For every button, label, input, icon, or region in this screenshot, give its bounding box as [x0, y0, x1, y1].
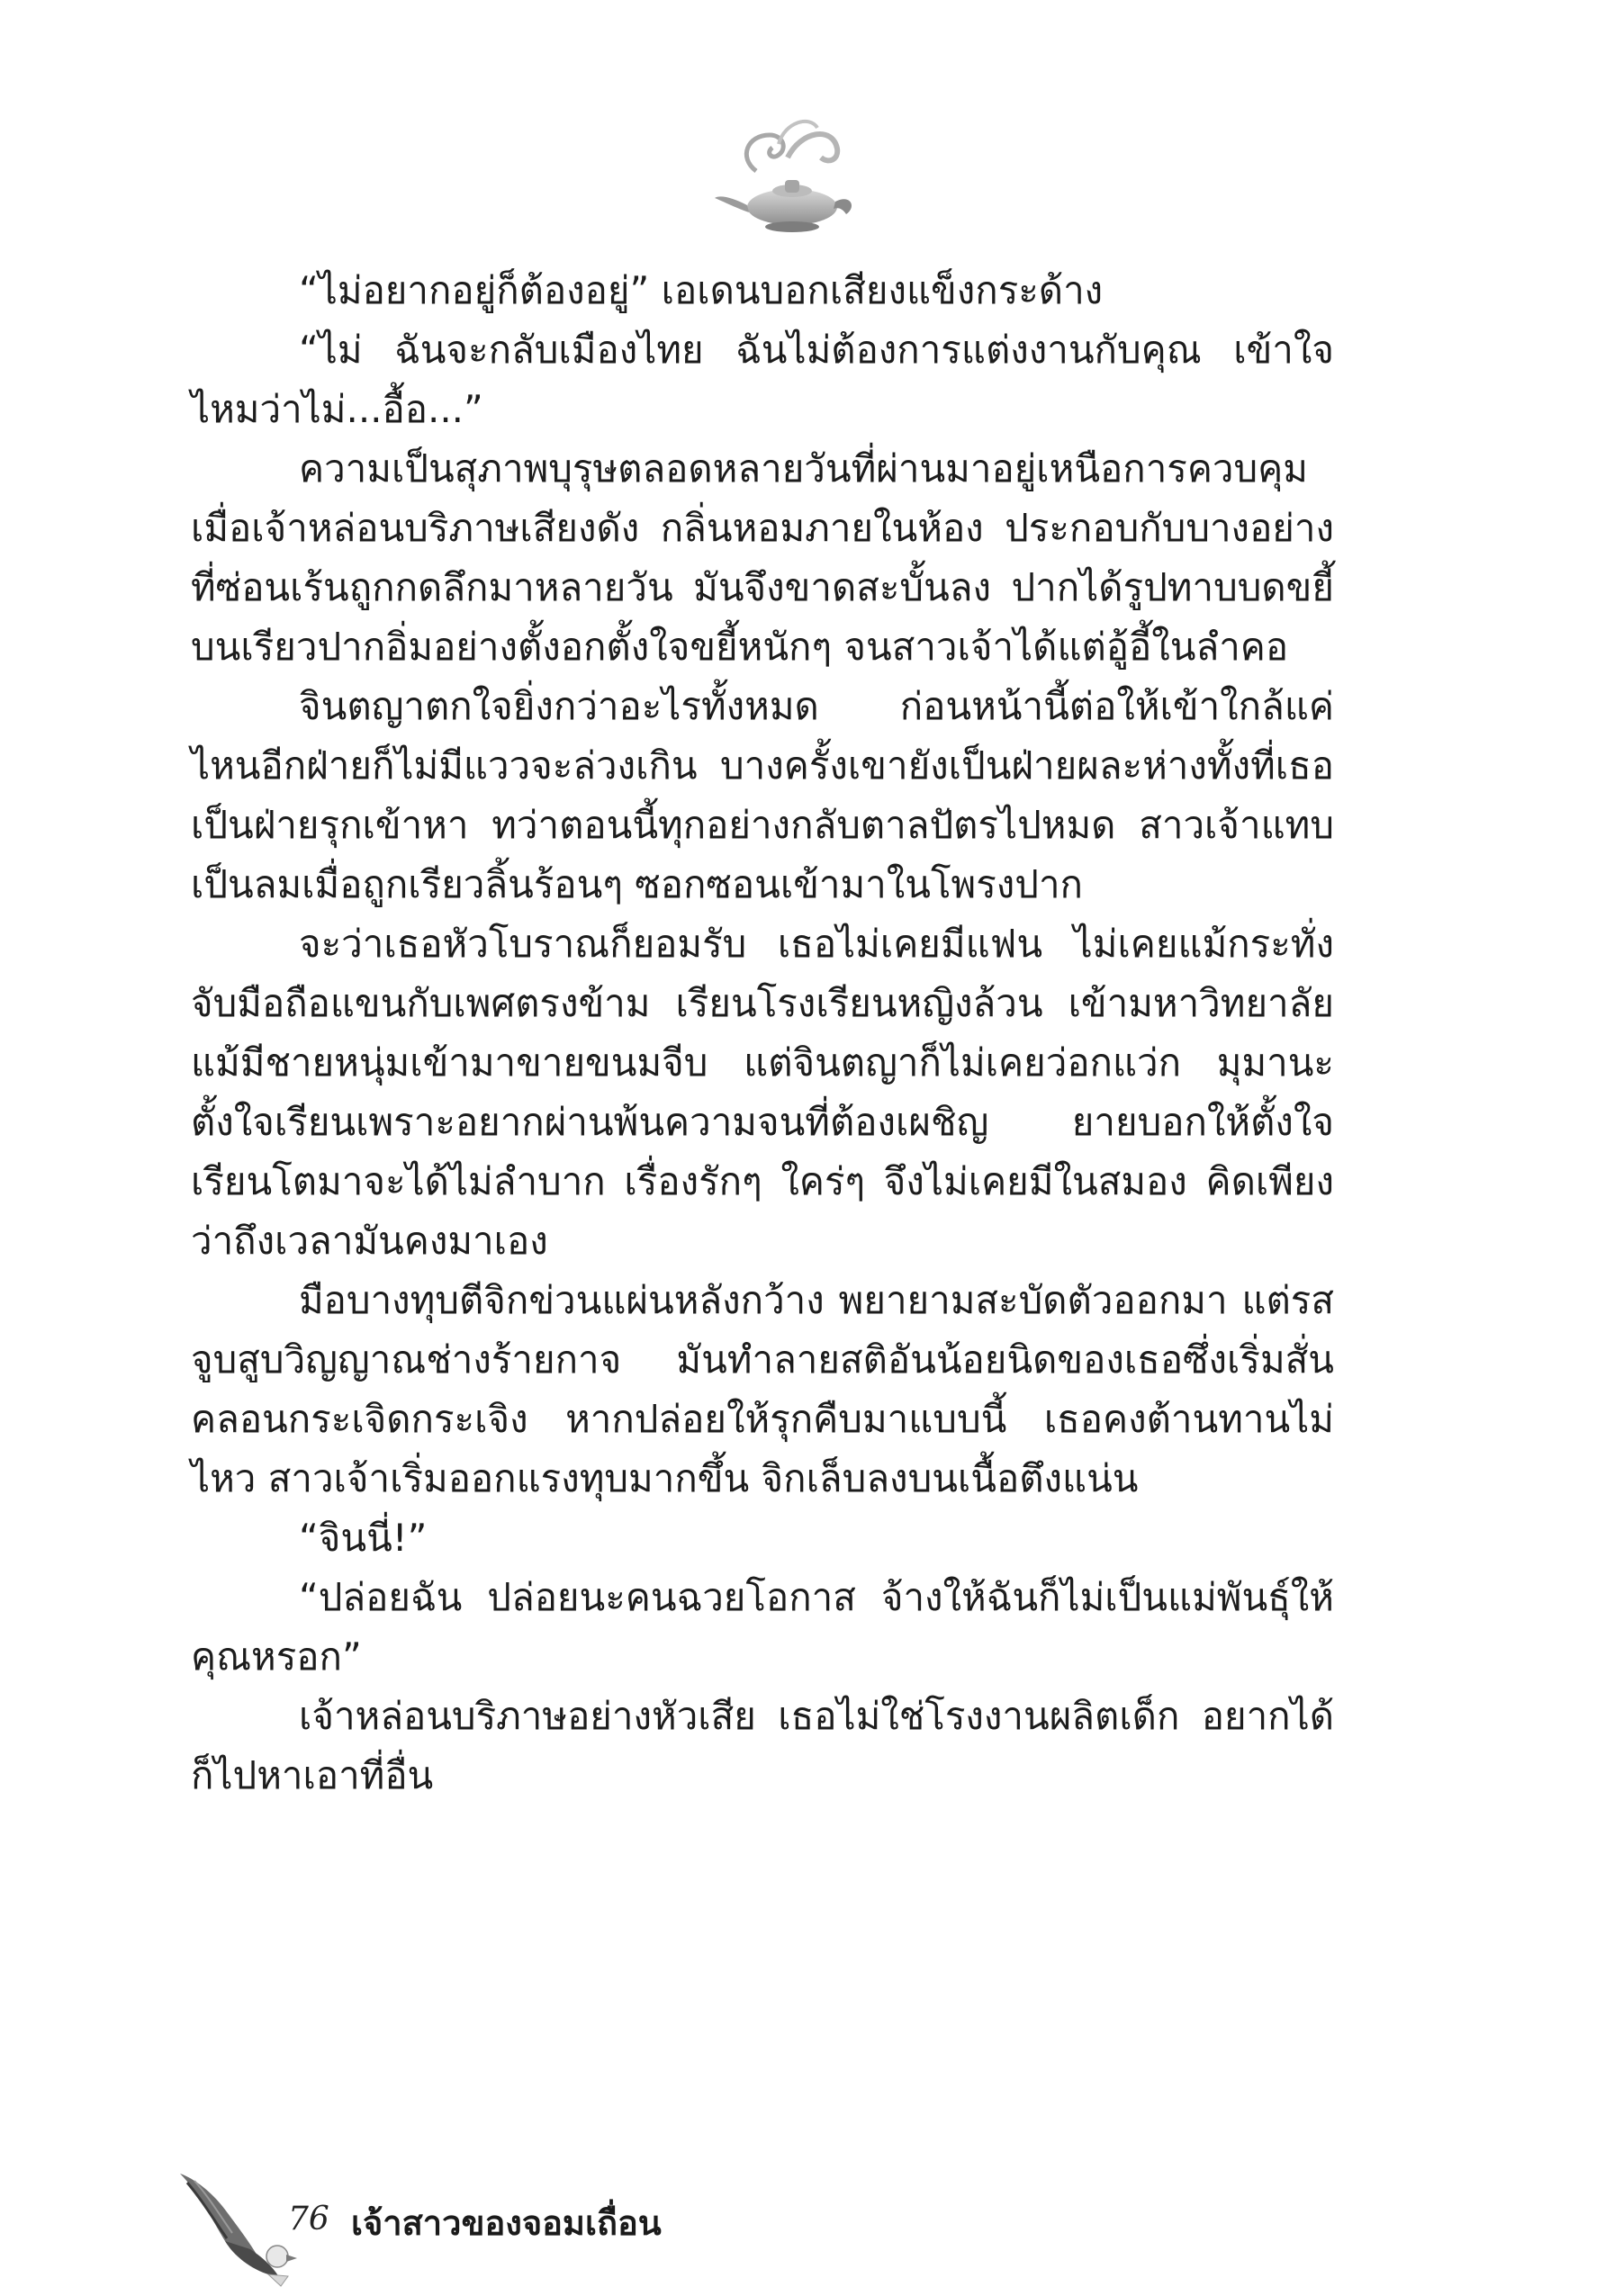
eagle-icon	[171, 2156, 306, 2291]
paragraph: “ปล่อยฉัน ปล่อยนะคนฉวยโอกาส จ้างให้ฉันก็ไม่เป็นแม่พันธุ์ให้คุณหรอก”	[191, 1575, 1334, 1679]
paragraph: จินตญาตกใจยิ่งกว่าอะไรทั้งหมด ก่อนหน้านี้ต่อให้เข้าใกล้แค่ไหนอีกฝ่ายก็ไม่มีแววจะล่วงเกิน บางครั้งเขายังเป็นฝ่ายผละห่างทั้งที่เธอเป็นฝ่ายรุกเข้าหา ทว่าตอนนี้ทุกอย่างกลับตาลปัตรไปหมด สาวเจ้าแทบเป็นลมเมื่อถูกเรียวลิ้นร้อนๆ ซอกซอนเข้ามาในโพรงปาก	[191, 684, 1334, 906]
book-title: เจ้าสาวของจอมเถื่อน	[351, 2203, 662, 2243]
page-footer	[171, 2156, 801, 2291]
paragraph: จะว่าเธอหัวโบราณก็ยอมรับ เธอไม่เคยมีแฟน ไม่เคยแม้กระทั่งจับมือถือแขนกับเพศตรงข้าม เรียนโรงเรียนหญิงล้วน เข้ามหาวิทยาลัยแม้มีชายหนุ่มเข้ามาขายขนมจีบ แต่จินตญาก็ไม่เคยว่อกแว่ก มุมานะตั้งใจเรียนเพราะอยากผ่านพ้นความจนที่ต้องเผชิญ ยายบอกให้ตั้งใจเรียนโตมาจะได้ไม่ลำบาก เรื่องรักๆ ใคร่ๆ จึงไม่เคยมีในสมอง คิดเพียงว่าถึงเวลามันคงมาเอง	[191, 922, 1334, 1263]
paragraph: “จินนี่!”	[299, 1516, 428, 1560]
paragraph: มือบางทุบตีจิกข่วนแผ่นหลังกว้าง พยายามสะบัดตัวออกมา แต่รสจูบสูบวิญญาณช่างร้ายกาจ มันทำลายสติอันน้อยนิดของเธอซึ่งเริ่มสั่นคลอนกระเจิดกระเจิง หากปล่อยให้รุกคืบมาแบบนี้ เธอคงต้านทานไม่ไหว สาวเจ้าเริ่มออกแรงทุบมากขึ้น จิกเล็บลงบนเนื้อตึงแน่น	[191, 1278, 1334, 1500]
genie-lamp-icon	[702, 108, 864, 243]
paragraph: “ไม่ ฉันจะกลับเมืองไทย ฉันไม่ต้องการแต่งงานกับคุณ เข้าใจไหมว่าไม่...อื้อ...”	[191, 328, 1334, 431]
body-text	[191, 261, 1334, 1805]
paragraph: “ไม่อยากอยู่ก็ต้องอยู่” เอเดนบอกเสียงแข็งกระด้าง	[299, 268, 1104, 312]
paragraph: ความเป็นสุภาพบุรุษตลอดหลายวันที่ผ่านมาอยู่เหนือการควบคุม เมื่อเจ้าหล่อนบริภาษเสียงดัง กลิ่นหอมภายในห้อง ประกอบกับบางอย่างที่ซ่อนเร้นถูกกดลึกมาหลายวัน มันจึงขาดสะบั้นลง ปากได้รูปทาบบดขยี้บนเรียวปากอิ่มอย่างตั้งอกตั้งใจขยี้หนักๆ จนสาวเจ้าได้แต่อู้อี้ในลำคอ	[191, 446, 1334, 669]
page-number: 76	[288, 2201, 329, 2237]
paragraph: เจ้าหล่อนบริภาษอย่างหัวเสีย เธอไม่ใช่โรงงานผลิตเด็ก อยากได้ก็ไปหาเอาที่อื่น	[191, 1694, 1334, 1797]
